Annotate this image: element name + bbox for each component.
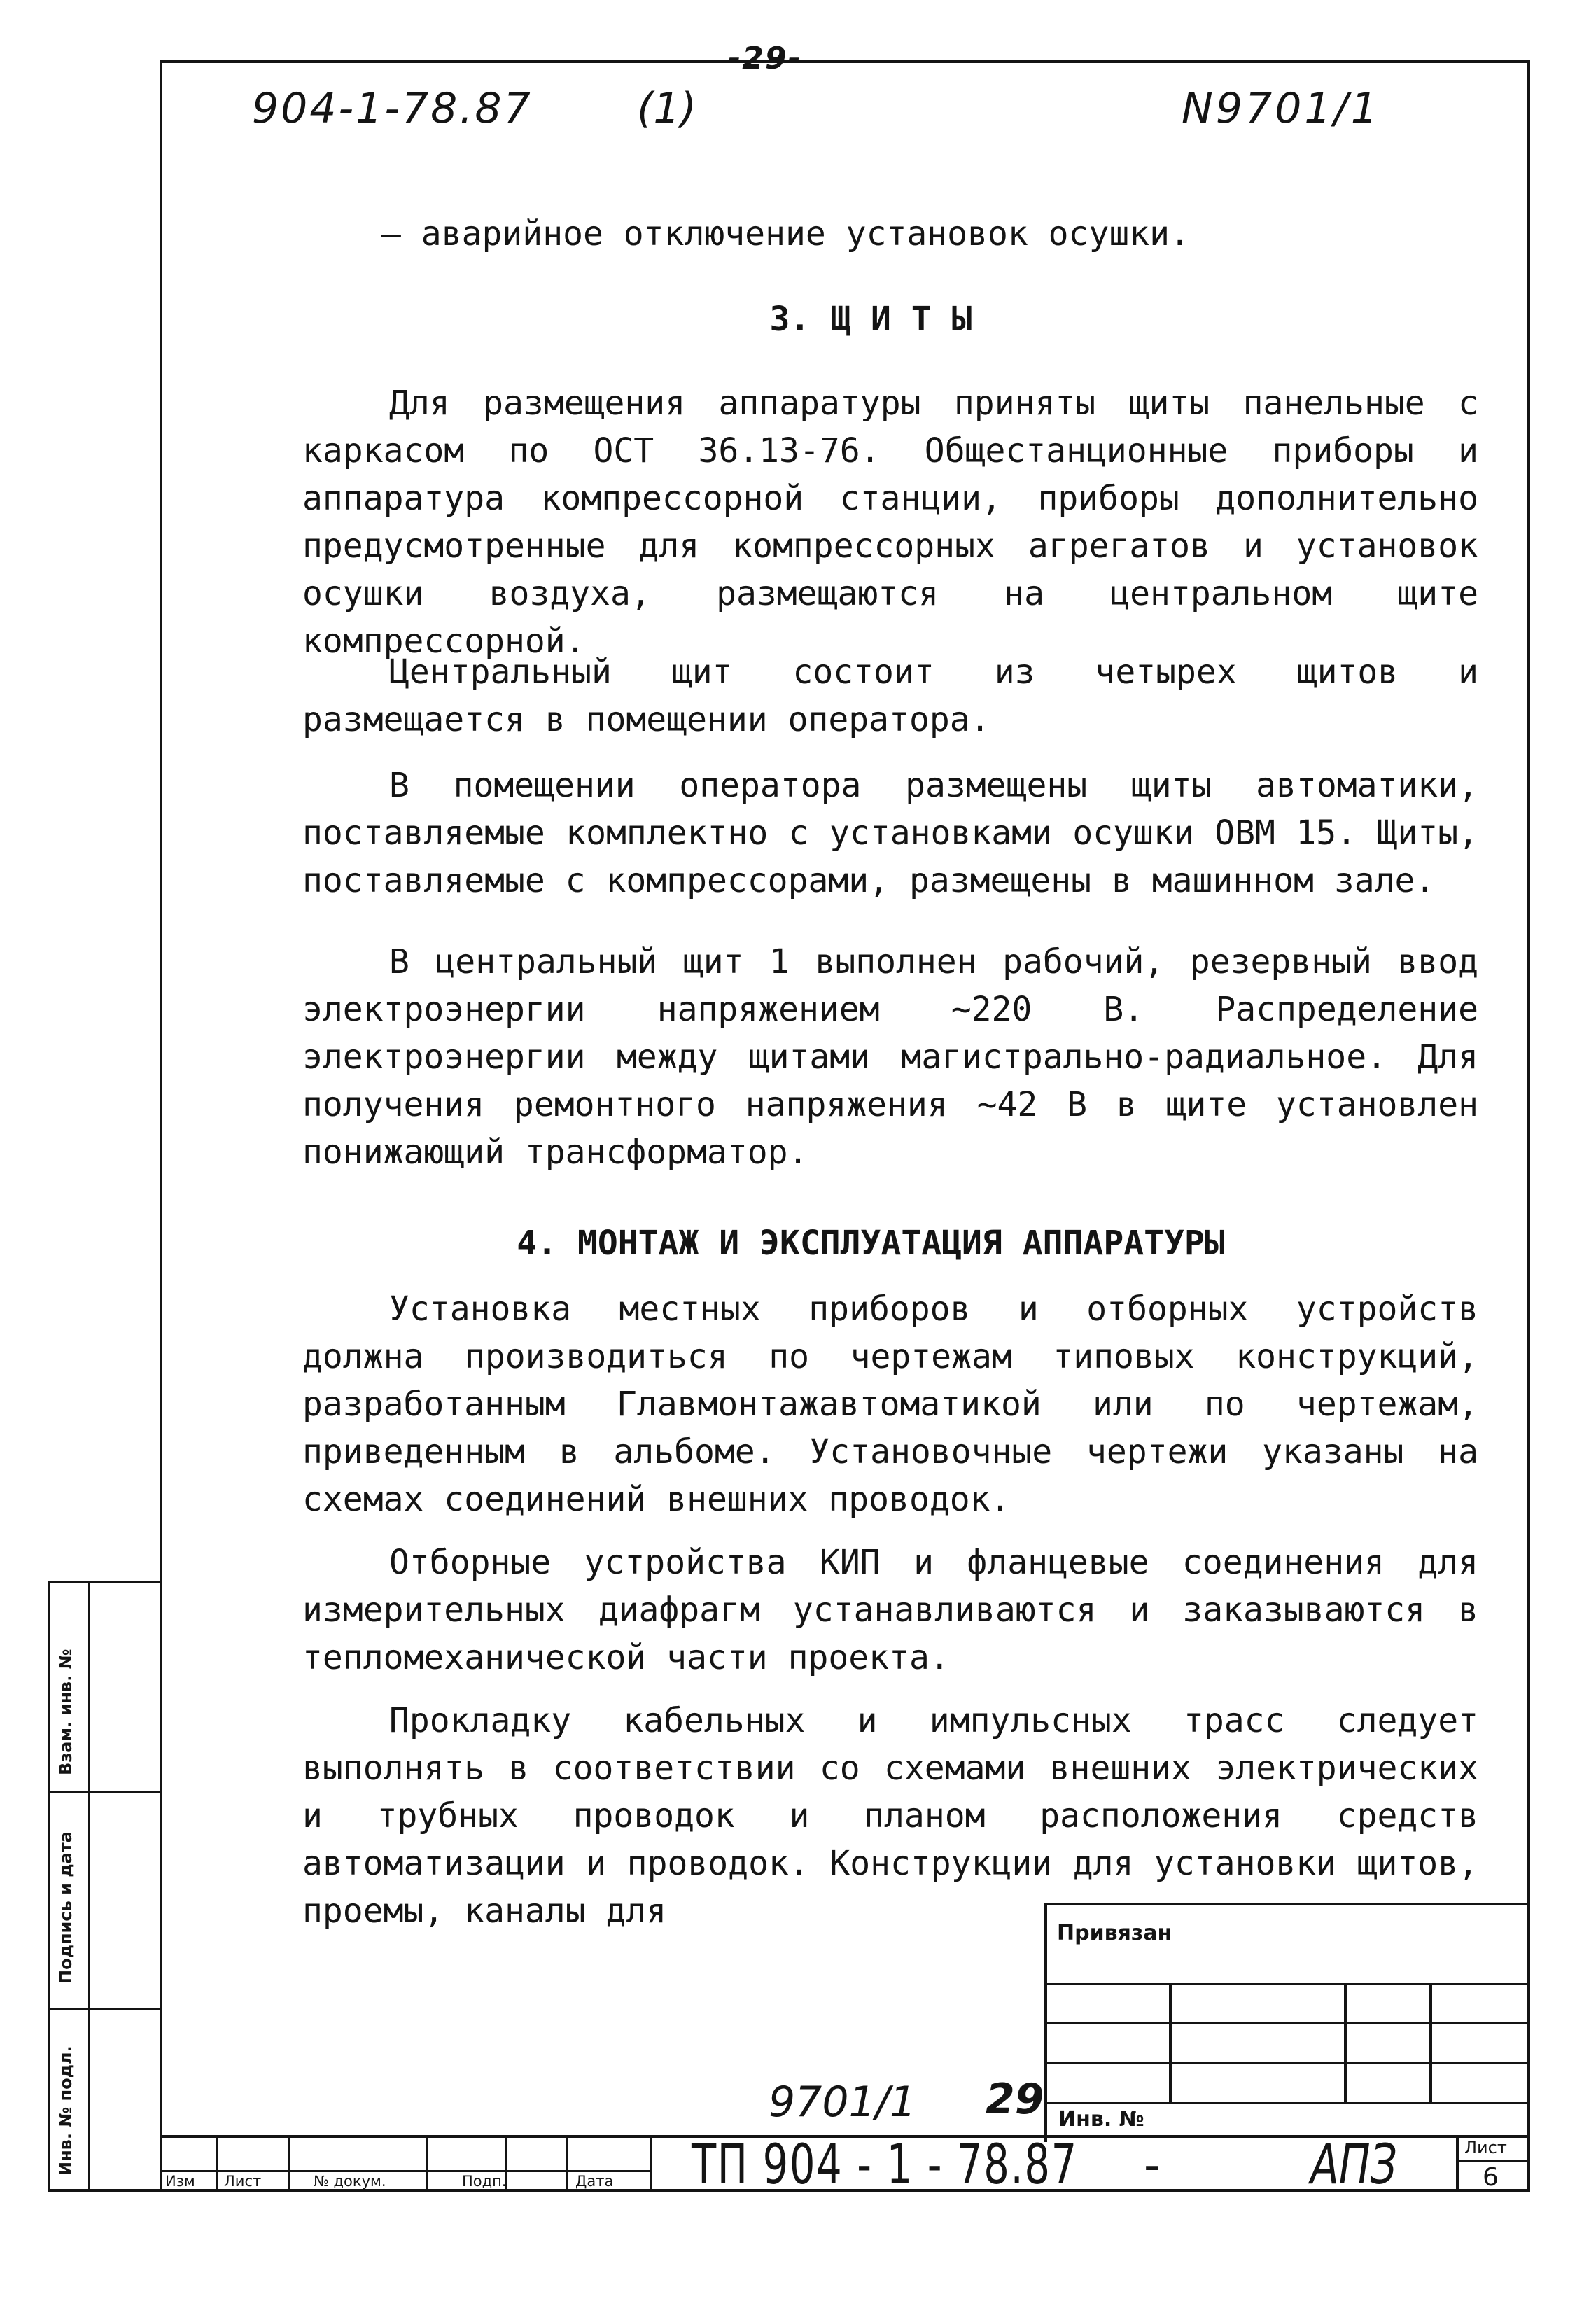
- section-4-paragraph-2: Отборные устройства КИП и фланцевые соединения для измерительных диафрагм устанавливаются и заказываются в тепломеханической части проекта.: [302, 1543, 1478, 1677]
- side-label-inv-podl: Инв. № подл.: [56, 2045, 76, 2176]
- column-data: Дата: [575, 2173, 614, 2190]
- section-3-heading: 3. Щ И Т Ы: [769, 300, 972, 339]
- frame-top: [160, 60, 1530, 63]
- side-label-podpis-data: Подпись и дата: [56, 1831, 76, 1984]
- side-label-vzam-inv: Взам. инв. №: [56, 1649, 76, 1775]
- handwritten-page-number: 29: [986, 2075, 1044, 2124]
- document-designation: ТП 904 - 1 - 78.87: [692, 2134, 1078, 2197]
- page-number: -29-: [728, 41, 802, 76]
- sheet-number: 6: [1483, 2163, 1499, 2192]
- handwritten-archive-number: 9701/1: [769, 2078, 917, 2127]
- section-4-paragraph-1: Установка местных приборов и отборных устройств должна производиться по чертежам типовых конструкций, разработанным Главмонтажавтоматикой или по чертежам, приведенным в альбоме. Установочные чертежи указаны на схемах соединений внешних проводок.: [302, 1289, 1478, 1519]
- sheet-marker: (1): [637, 84, 696, 133]
- archive-number: N9701/1: [1182, 84, 1380, 133]
- section-4-heading: 4. МОНТАЖ И ЭКСПЛУАТАЦИЯ АППАРАТУРЫ: [517, 1224, 1225, 1263]
- section-3-paragraph-2: Центральный щит состоит из четырех щитов и размещается в помещении оператора.: [302, 652, 1478, 739]
- section-3-paragraph-1: Для размещения аппаратуры приняты щиты панельные с каркасом по ОСТ 36.13-76. Общестанционные приборы и аппаратура компрессорной станции, приборы дополнительно предусмотренные для компрессорных агрегатов и установок осушки воздуха, размещаются на центральном щите компрессорной.: [302, 384, 1478, 661]
- privyazan-label: Привязан: [1057, 1921, 1172, 1945]
- column-doc-no: № докум.: [314, 2173, 386, 2190]
- inv-no-label: Инв. №: [1058, 2107, 1144, 2132]
- section-3-paragraph-4: В центральный щит 1 выполнен рабочий, резервный ввод электроэнергии напряжением ~220 В. Распределение электроэнергии между щитами магистрально-радиальное. Для получения ремонтного напряжения ~42 В в щите установлен понижающий трансформатор.: [302, 942, 1478, 1172]
- column-podp: Подп.: [462, 2173, 507, 2190]
- sheet-label-divider: [1456, 2160, 1530, 2162]
- sheet-label: Лист: [1464, 2138, 1507, 2157]
- frame-right: [1527, 60, 1530, 2192]
- column-izm: Изм: [165, 2173, 195, 2190]
- designation-dash: -: [1144, 2135, 1161, 2194]
- intro-line: – аварийное отключение установок осушки.: [381, 214, 1190, 253]
- section-4-paragraph-3: Прокладку кабельных и импульсных трасс следует выполнять в соответствии со схемами внешних электрических и трубных проводок и планом расположения средств автоматизации и проводок. Конструкции для установки щитов, проемы, каналы для: [302, 1701, 1478, 1931]
- project-code: 904-1-78.87: [252, 84, 533, 133]
- document-code: АПЗ: [1310, 2134, 1397, 2197]
- column-list: Лист: [224, 2173, 262, 2190]
- section-3-paragraph-3: В помещении оператора размещены щиты автоматики, поставляемые комплектно с установками осушки ОВМ 15. Щиты, поставляемые с компрессорами, размещены в машинном зале.: [302, 766, 1478, 900]
